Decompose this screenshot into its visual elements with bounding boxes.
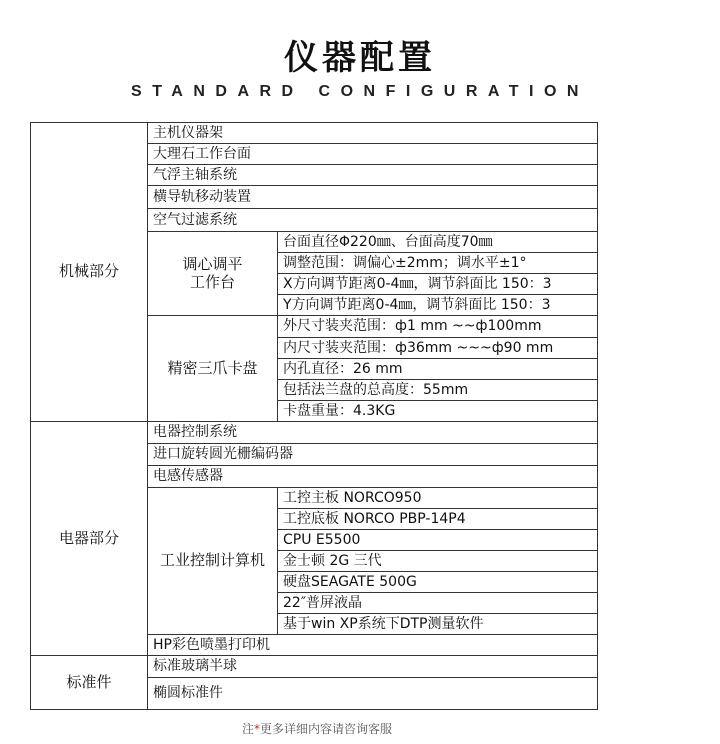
- detail-cell: 内孔直径：26 mm: [278, 359, 598, 380]
- item-cell: 电器控制系统: [148, 422, 598, 444]
- category-cell: 电器部分: [31, 422, 148, 656]
- subgroup-cell: 精密三爪卡盘: [148, 316, 278, 422]
- detail-cell: 工控主板 NORCO950: [278, 488, 598, 509]
- item-cell: 电感传感器: [148, 466, 598, 488]
- detail-cell: 22″普屏液晶: [278, 593, 598, 614]
- table-row: [31, 123, 598, 144]
- item-cell: 横导轨移动装置: [148, 186, 598, 209]
- footnote-text: 更多详细内容请咨询客服: [260, 722, 393, 736]
- detail-cell: 金士顿 2G 三代: [278, 551, 598, 572]
- detail-cell: 基于win XP系统下DTP测量软件: [278, 614, 598, 635]
- table-row: [31, 422, 598, 444]
- item-cell: 进口旋转圆光栅编码器: [148, 444, 598, 466]
- footnote-prefix: 注: [241, 722, 254, 736]
- item-cell: 空气过滤系统: [148, 209, 598, 232]
- detail-cell: X方向调节距离0-4㎜，调节斜面比 150：3: [278, 274, 598, 295]
- page-title: 仪器配置: [284, 38, 436, 78]
- page-subtitle: STANDARD CONFIGURATION: [131, 83, 589, 100]
- footnote-star: *: [254, 722, 260, 736]
- detail-cell: 工控底板 NORCO PBP-14P4: [278, 509, 598, 530]
- table-row: [31, 656, 598, 678]
- item-cell: 气浮主轴系统: [148, 165, 598, 186]
- item-cell: 主机仪器架: [148, 123, 598, 144]
- item-cell: 标准玻璃半球: [148, 656, 598, 678]
- detail-cell: 调整范围：调偏心±2mm；调水平±1°: [278, 253, 598, 274]
- detail-cell: 外尺寸装夹范围：ф1 mm ~~ф100mm: [278, 316, 598, 338]
- detail-cell: 硬盘SEAGATE 500G: [278, 572, 598, 593]
- subgroup-cell: 调心调平 工作台: [148, 232, 278, 316]
- detail-cell: 台面直径Φ220㎜、台面高度70㎜: [278, 232, 598, 253]
- detail-cell: 包括法兰盘的总高度：55mm: [278, 380, 598, 401]
- footnote: [0, 720, 634, 737]
- category-cell: 机械部分: [31, 123, 148, 422]
- detail-cell: 卡盘重量：4.3KG: [278, 401, 598, 422]
- item-cell: 椭圆标准件: [148, 678, 598, 710]
- category-cell: 标准件: [31, 656, 148, 710]
- detail-cell: Y方向调节距离0-4㎜，调节斜面比 150：3: [278, 295, 598, 316]
- item-cell: 大理石工作台面: [148, 144, 598, 165]
- configuration-table: [30, 122, 598, 710]
- detail-cell: 内尺寸装夹范围：ф36mm ~~~ф90 mm: [278, 338, 598, 359]
- subgroup-cell: 工业控制计算机: [148, 488, 278, 635]
- detail-cell: CPU E5500: [278, 530, 598, 551]
- item-cell: HP彩色喷墨打印机: [148, 635, 598, 656]
